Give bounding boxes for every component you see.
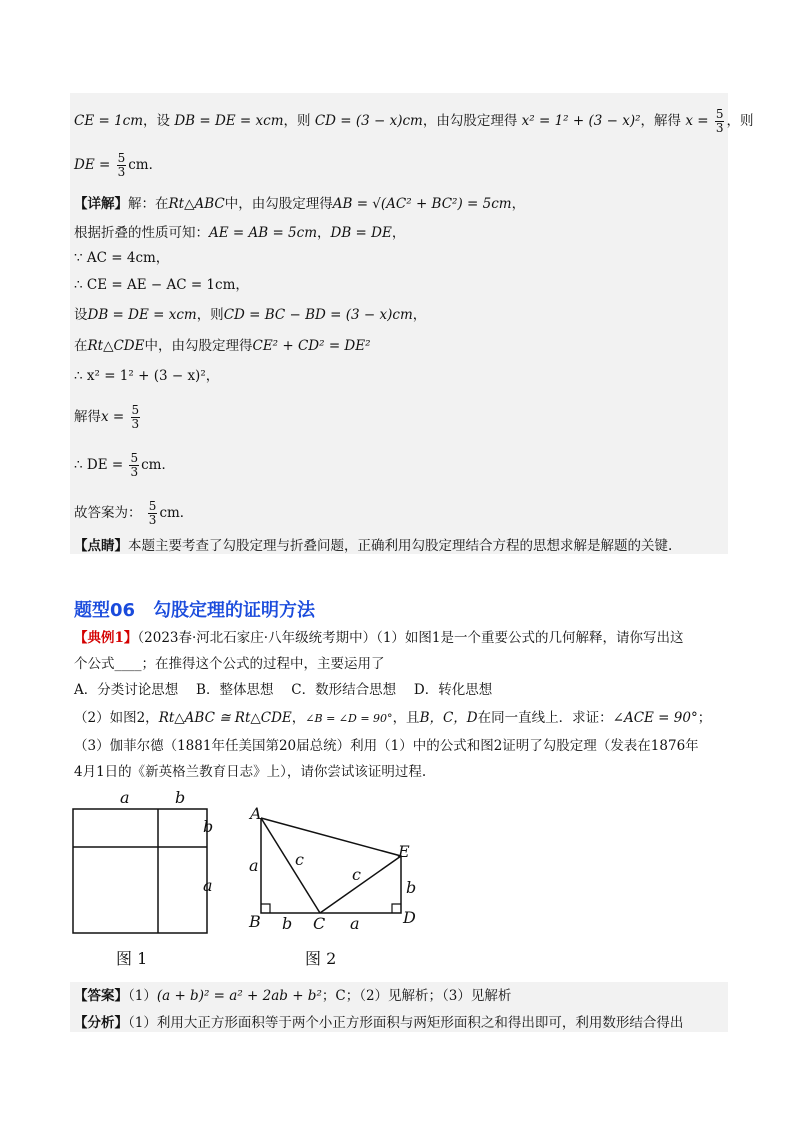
- frac-num: 5: [715, 107, 724, 121]
- fig1-label-b-top: b: [175, 788, 186, 807]
- frac-den: 3: [130, 465, 139, 479]
- unit: cm．: [128, 157, 163, 173]
- example-line-4: [74, 710, 711, 727]
- fig2-label-b-bottom: b: [282, 914, 293, 933]
- example-line-2: [74, 656, 385, 672]
- math: Rt△ABC ≅ Rt△CDE: [158, 710, 292, 726]
- text: ，: [391, 225, 406, 241]
- fig2-caption: 图 2: [305, 949, 337, 968]
- math: ∴ CE = AE − AC = 1cm，: [74, 277, 249, 293]
- detail-line-7: [74, 368, 219, 384]
- frac-den: 3: [131, 417, 140, 431]
- frac-num: 5: [117, 151, 126, 165]
- math: ∠B = ∠D = 90°: [305, 712, 393, 725]
- solution-background: [70, 93, 728, 554]
- text: ，则: [196, 307, 224, 323]
- text: ；C；（2）见解析；（3）见解析: [321, 988, 512, 1004]
- text: 中，由勾股定理得: [224, 196, 333, 212]
- text: 个公式____；在推得这个公式的过程中，主要运用了: [74, 656, 385, 672]
- point-line: [74, 538, 672, 554]
- text: 设: [74, 307, 88, 323]
- text: ，由勾股定理得: [422, 113, 518, 129]
- text: 解：在: [128, 196, 169, 212]
- text: 在同一直线上．求证：: [477, 710, 613, 726]
- math: ∵ AC = 4cm，: [74, 250, 170, 266]
- detail-line-8: [74, 404, 142, 431]
- text: （3）伽菲尔德（1881年任美国第20届总统）利用（1）中的公式和图2证明了勾股定理（发表在1876年: [74, 738, 699, 754]
- fig2-label-b-right: b: [406, 878, 417, 897]
- fig2-point-a: A: [250, 804, 262, 823]
- text: （1）: [128, 988, 157, 1004]
- text: ，则: [283, 113, 311, 129]
- detail-line-3: [74, 250, 169, 266]
- analysis-tag: 【分析】: [74, 1015, 128, 1031]
- text: ，: [511, 196, 526, 212]
- fig2-point-d: D: [403, 908, 416, 927]
- right-angle-b: [261, 904, 270, 913]
- fraction: [131, 404, 141, 431]
- answer-line: [74, 988, 511, 1004]
- fig2-point-b: B: [249, 912, 261, 931]
- figure-1: [60, 785, 230, 945]
- fig2-point-e: E: [398, 842, 410, 861]
- text: 4月1日的《新英格兰教育日志》上），请你尝试该证明过程.: [74, 764, 427, 780]
- frac-den: 3: [148, 513, 157, 527]
- example-line-5: [74, 738, 699, 754]
- example-line-6: [74, 764, 426, 780]
- detail-line-1: [74, 196, 525, 212]
- frac-num: 5: [130, 451, 139, 465]
- fraction: [148, 500, 158, 527]
- detail-line-2: [74, 225, 405, 241]
- math: AB = √(AC² + BC²) = 5cm: [332, 196, 512, 212]
- text: ，则: [726, 113, 754, 129]
- detail-tag: 【详解】: [74, 196, 128, 212]
- text: ，: [291, 710, 306, 726]
- math: Rt△CDE: [87, 338, 145, 354]
- frac-num: 5: [148, 499, 157, 513]
- text: 故答案为：: [74, 505, 142, 521]
- text: （2）如图2，: [74, 710, 159, 726]
- fig2-label-c2: c: [352, 865, 361, 884]
- outer-square: [73, 809, 207, 933]
- trapezoid: [261, 818, 401, 913]
- math: ∴ DE =: [74, 457, 124, 473]
- fig2-point-c: C: [313, 914, 326, 933]
- detail-line-6: [74, 338, 371, 354]
- analysis-line: [74, 1015, 683, 1031]
- point-text: 本题主要考查了勾股定理与折叠问题，正确利用勾股定理结合方程的思想求解是解题的关键.: [128, 538, 673, 554]
- fraction: [117, 152, 127, 179]
- math: ∴ x² = 1² + (3 − x)²，: [74, 368, 220, 384]
- math-de: DE =: [74, 157, 111, 173]
- fig2-label-c1: c: [295, 850, 304, 869]
- point-tag: 【点睛】: [74, 538, 128, 554]
- fraction: [715, 108, 725, 135]
- section-heading: [74, 596, 315, 622]
- text: 解得: [74, 409, 101, 425]
- text: ，: [412, 307, 427, 323]
- fig1-label-a-top: a: [120, 788, 130, 807]
- text: 在: [74, 338, 88, 354]
- math-db: DB = DE = xcm: [174, 113, 284, 129]
- text: 中，由勾股定理得: [144, 338, 253, 354]
- solution-line-1: [74, 108, 753, 135]
- formula: (a + b)² = a² + 2ab + b²: [156, 988, 322, 1004]
- example-line-1: [74, 630, 684, 646]
- math: Rt△ABC: [168, 196, 225, 212]
- math: CE² + CD² = DE²: [252, 338, 371, 354]
- math: B，C，D: [419, 710, 478, 726]
- math-x: x =: [685, 113, 709, 129]
- text: ，且: [392, 710, 420, 726]
- detail-line-9: [74, 452, 175, 479]
- text: ；: [697, 710, 712, 726]
- heading-title: 勾股定理的证明方法: [153, 600, 316, 621]
- figure-2: [240, 800, 430, 935]
- fraction: [129, 452, 139, 479]
- right-angle-d: [392, 904, 401, 913]
- detail-line-4: [74, 277, 249, 293]
- text: （2023春·河北石家庄·八年级统考期中）（1）如图1是一个重要公式的几何解释，请你写出这: [137, 630, 684, 646]
- math-ce: CE = 1cm: [74, 113, 144, 129]
- math: x =: [101, 409, 125, 425]
- answer-tag: 【答案】: [74, 988, 128, 1004]
- text: ，: [317, 225, 331, 241]
- fig1-caption: 图 1: [116, 949, 148, 968]
- detail-line-10: [74, 500, 193, 527]
- math: DB = DE = xcm: [87, 307, 197, 323]
- text: A．分类讨论思想 B．整体思想 C．数形结合思想 D．转化思想: [74, 682, 493, 698]
- example-line-3: [74, 682, 492, 698]
- math: CD = BC − BD = (3 − x)cm: [223, 307, 413, 323]
- text: ，设: [143, 113, 171, 129]
- analysis-text: （1）利用大正方形面积等于两个小正方形面积与两矩形面积之和得出即可，利用数形结合得出: [128, 1015, 684, 1031]
- unit: cm．: [159, 505, 194, 521]
- fig2-label-a-bottom: a: [350, 914, 360, 933]
- math-eq: x² = 1² + (3 − x)²: [521, 113, 641, 129]
- heading-label: 题型06: [74, 600, 136, 621]
- math: DB = DE: [330, 225, 392, 241]
- fig1-label-b-right: b: [203, 817, 214, 836]
- frac-num: 5: [131, 403, 140, 417]
- solution-line-2: [74, 152, 162, 179]
- detail-line-5: [74, 307, 426, 323]
- math-cd: CD = (3 − x)cm: [314, 113, 423, 129]
- unit: cm．: [141, 457, 175, 473]
- text: 根据折叠的性质可知：: [74, 225, 209, 241]
- example-tag: 【典例1】: [74, 630, 138, 646]
- math: ∠ACE = 90°: [612, 710, 698, 726]
- math: AE = AB = 5cm: [209, 225, 318, 241]
- fig2-label-a-left: a: [249, 856, 259, 875]
- fig1-label-a-right: a: [203, 876, 213, 895]
- frac-den: 3: [715, 121, 724, 135]
- text: ，解得: [640, 113, 682, 129]
- frac-den: 3: [117, 165, 126, 179]
